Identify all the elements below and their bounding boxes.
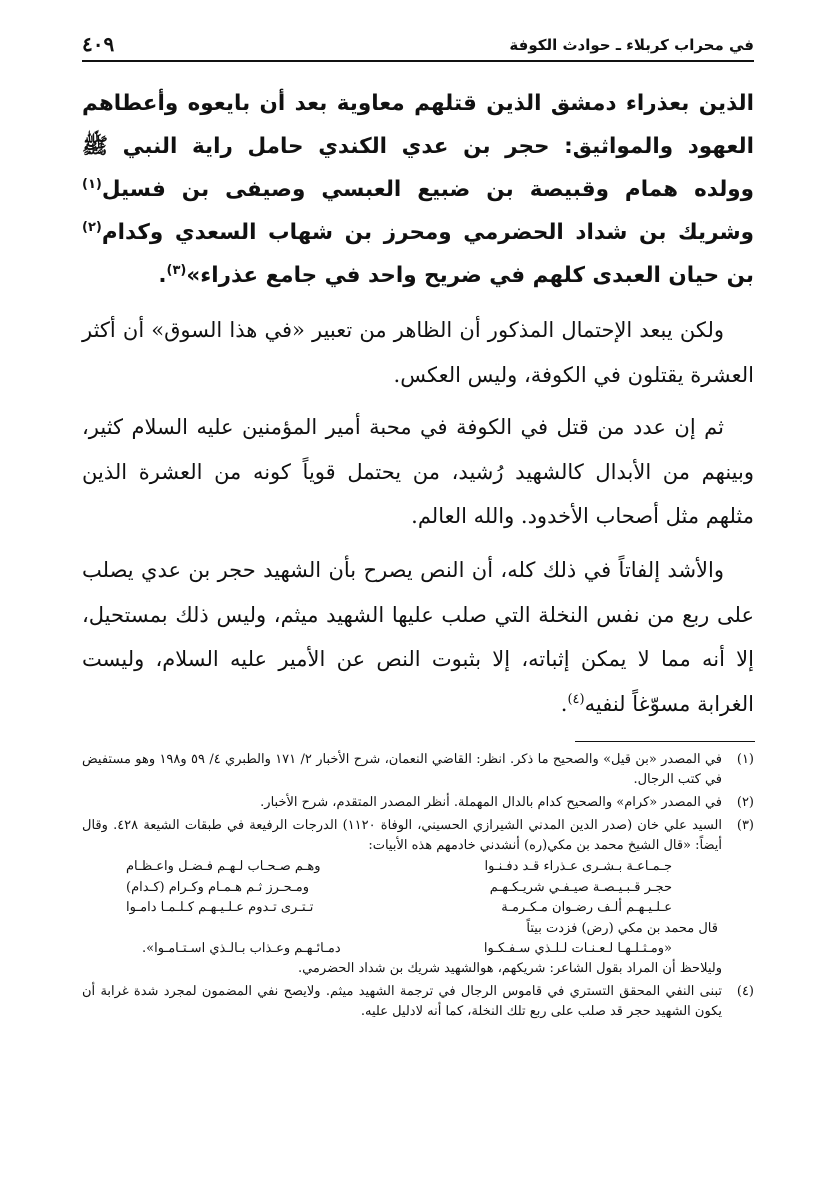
quote-text: الذين بعذراء دمشق الذين قتلهم معاوية بعد أن بايعوه وأعطاهم العهود والمواثيق: حجر بن عدي الكندي حامل راية النبي ﷺ وولده همام وقبيصة بن ضبيع العبسي وصيفى بن فسيل <box>82 91 754 202</box>
quote-end: . <box>158 263 167 288</box>
page-header <box>82 30 754 60</box>
footnote-ref-4[interactable]: (٤) <box>567 691 585 707</box>
footnote-ref-2[interactable]: (٢) <box>82 219 102 235</box>
verse-hemistich-a: «ومـثـلـهـا لـعـنـات لـلـذي سـفـكـوا <box>483 940 672 956</box>
footnote-4 <box>82 982 754 1022</box>
footnote-1 <box>82 750 754 790</box>
verse-hemistich-b: تـتـرى تـدوم عـلـيـهـم كـلـمـا دامـوا <box>126 900 314 915</box>
footnote-ref-3[interactable]: (٣) <box>166 262 187 278</box>
paragraph-1: ولكن يبعد الإحتمال المذكور أن الظاهر من تعبير «في هذا السوق» أن أكثر العشرة يقتلون في الكوفة، وليس العكس. <box>82 318 754 387</box>
verse-hemistich-a: عـلـيـهـم ألـف رضـوان مـكـرمـة <box>501 900 672 915</box>
header-rule <box>82 60 754 62</box>
paragraph-3-end: . <box>560 691 568 716</box>
verse-hemistich-b: دمـائـهـم وعـذاب بـالـذي اسـتـامـوا». <box>142 940 341 956</box>
running-title: في محراب كربلاء ـ حوادث الكوفة <box>509 36 754 54</box>
page-number: ٤٠٩ <box>82 32 115 56</box>
footnote-separator <box>575 741 755 742</box>
verse-hemistich-b: ومـحـرز ثـم هـمـام وكـرام (كـدام) <box>126 879 310 895</box>
verse-hemistich-b: وهـم صـحـاب لـهـم فـضـل واعـظـام <box>126 859 321 874</box>
footnote-2-number: (٢) <box>736 795 754 810</box>
paragraph-3 <box>82 548 754 726</box>
verse-row <box>82 857 722 878</box>
footnote-4-number: (٤) <box>736 984 754 999</box>
verse-intro-line: قال محمد بن مكي (رض) فزدت بيتاً <box>526 920 718 936</box>
verse-row <box>82 898 722 919</box>
footnotes <box>82 750 754 1025</box>
footnote-3-text: السيد علي خان (صدر الدين المدني الشيرازي الحسيني، الوفاة ١١٢٠) الدرجات الرفيعة في طبقات الشيعة ٤٢٨. وقال أيضاً: «قال الشيخ محمد بن مكي(ره) أنشدني خادمهم هذه الأبيات: <box>82 818 722 853</box>
footnote-ref-1[interactable]: (١) <box>82 176 102 192</box>
footnote-4-text: تبنى النفي المحقق التستري في قاموس الرجال في ترجمة الشهيد ميثم. ولايصح نفي المضمون لمجرد شدة غرابة أن يكون الشهيد حجر قد صلب على ربع تلك النخلة، كما أنه لادليل عليه. <box>82 984 722 1019</box>
footnote-3-number: (٣) <box>736 818 754 833</box>
footnote-1-number: (١) <box>736 752 754 767</box>
quoted-passage <box>82 82 754 297</box>
quote-text-3: بن حيان العبدى كلهم في ضريح واحد في جامع عذراء» <box>186 263 754 288</box>
verse-hemistich-a: جـمـاعـة بـشـرى عـذراء قـد دفـنـوا <box>484 859 672 874</box>
footnote-3 <box>82 816 754 979</box>
footnote-2 <box>82 793 754 813</box>
quote-text-2: وشريك بن شداد الحضرمي ومحرز بن شهاب السعدي وكدام <box>101 220 754 245</box>
poem-verses <box>82 857 722 959</box>
paragraph-2: ثم إن عدد من قتل في الكوفة في محبة أمير المؤمنين عليه السلام كثير، وبينهم من الأبدال كالشهيد رُشيد، من يحتمل قوياً كونه من العشرة الذين مثلهم مثل أصحاب الأخدود. والله العالم. <box>82 415 754 528</box>
verse-row-added <box>82 939 722 960</box>
footnote-3-note: وليلاحظ أن المراد بقول الشاعر: شريكهم، هوالشهيد شريك بن شداد الحضرمي. <box>297 961 722 976</box>
verse-hemistich-a: حجـر قـبـيـصـة صيـفـي شريـكـهـم <box>489 879 672 895</box>
footnote-2-text: في المصدر «كرام» والصحيح كدام بالدال المهملة. أنظر المصدر المتقدم، شرح الأخبار. <box>260 795 722 810</box>
verse-row <box>82 878 722 899</box>
paragraph-3-text: والأشد إلفاتاً في ذلك كله، أن النص يصرح بأن الشهيد حجر بن عدي يصلب على ربع من نفس النخلة التي صلب عليها الشهيد ميثم، وليس ذلك بمستحيل، إلا أنه مما لا يمكن إثباته، إلا بثبوت النص عن الأمير عليه السلام، وليست الغرابة مسوّغاً لنفيه <box>82 558 754 716</box>
footnote-1-text: في المصدر «بن قيل» والصحيح ما ذكر. انظر: القاضي النعمان، شرح الأخبار ٢/ ١٧١ والطبري ٤/ ٥٩ و١٩٨ وهو مستفيض في كتب الرجال. <box>82 752 723 787</box>
